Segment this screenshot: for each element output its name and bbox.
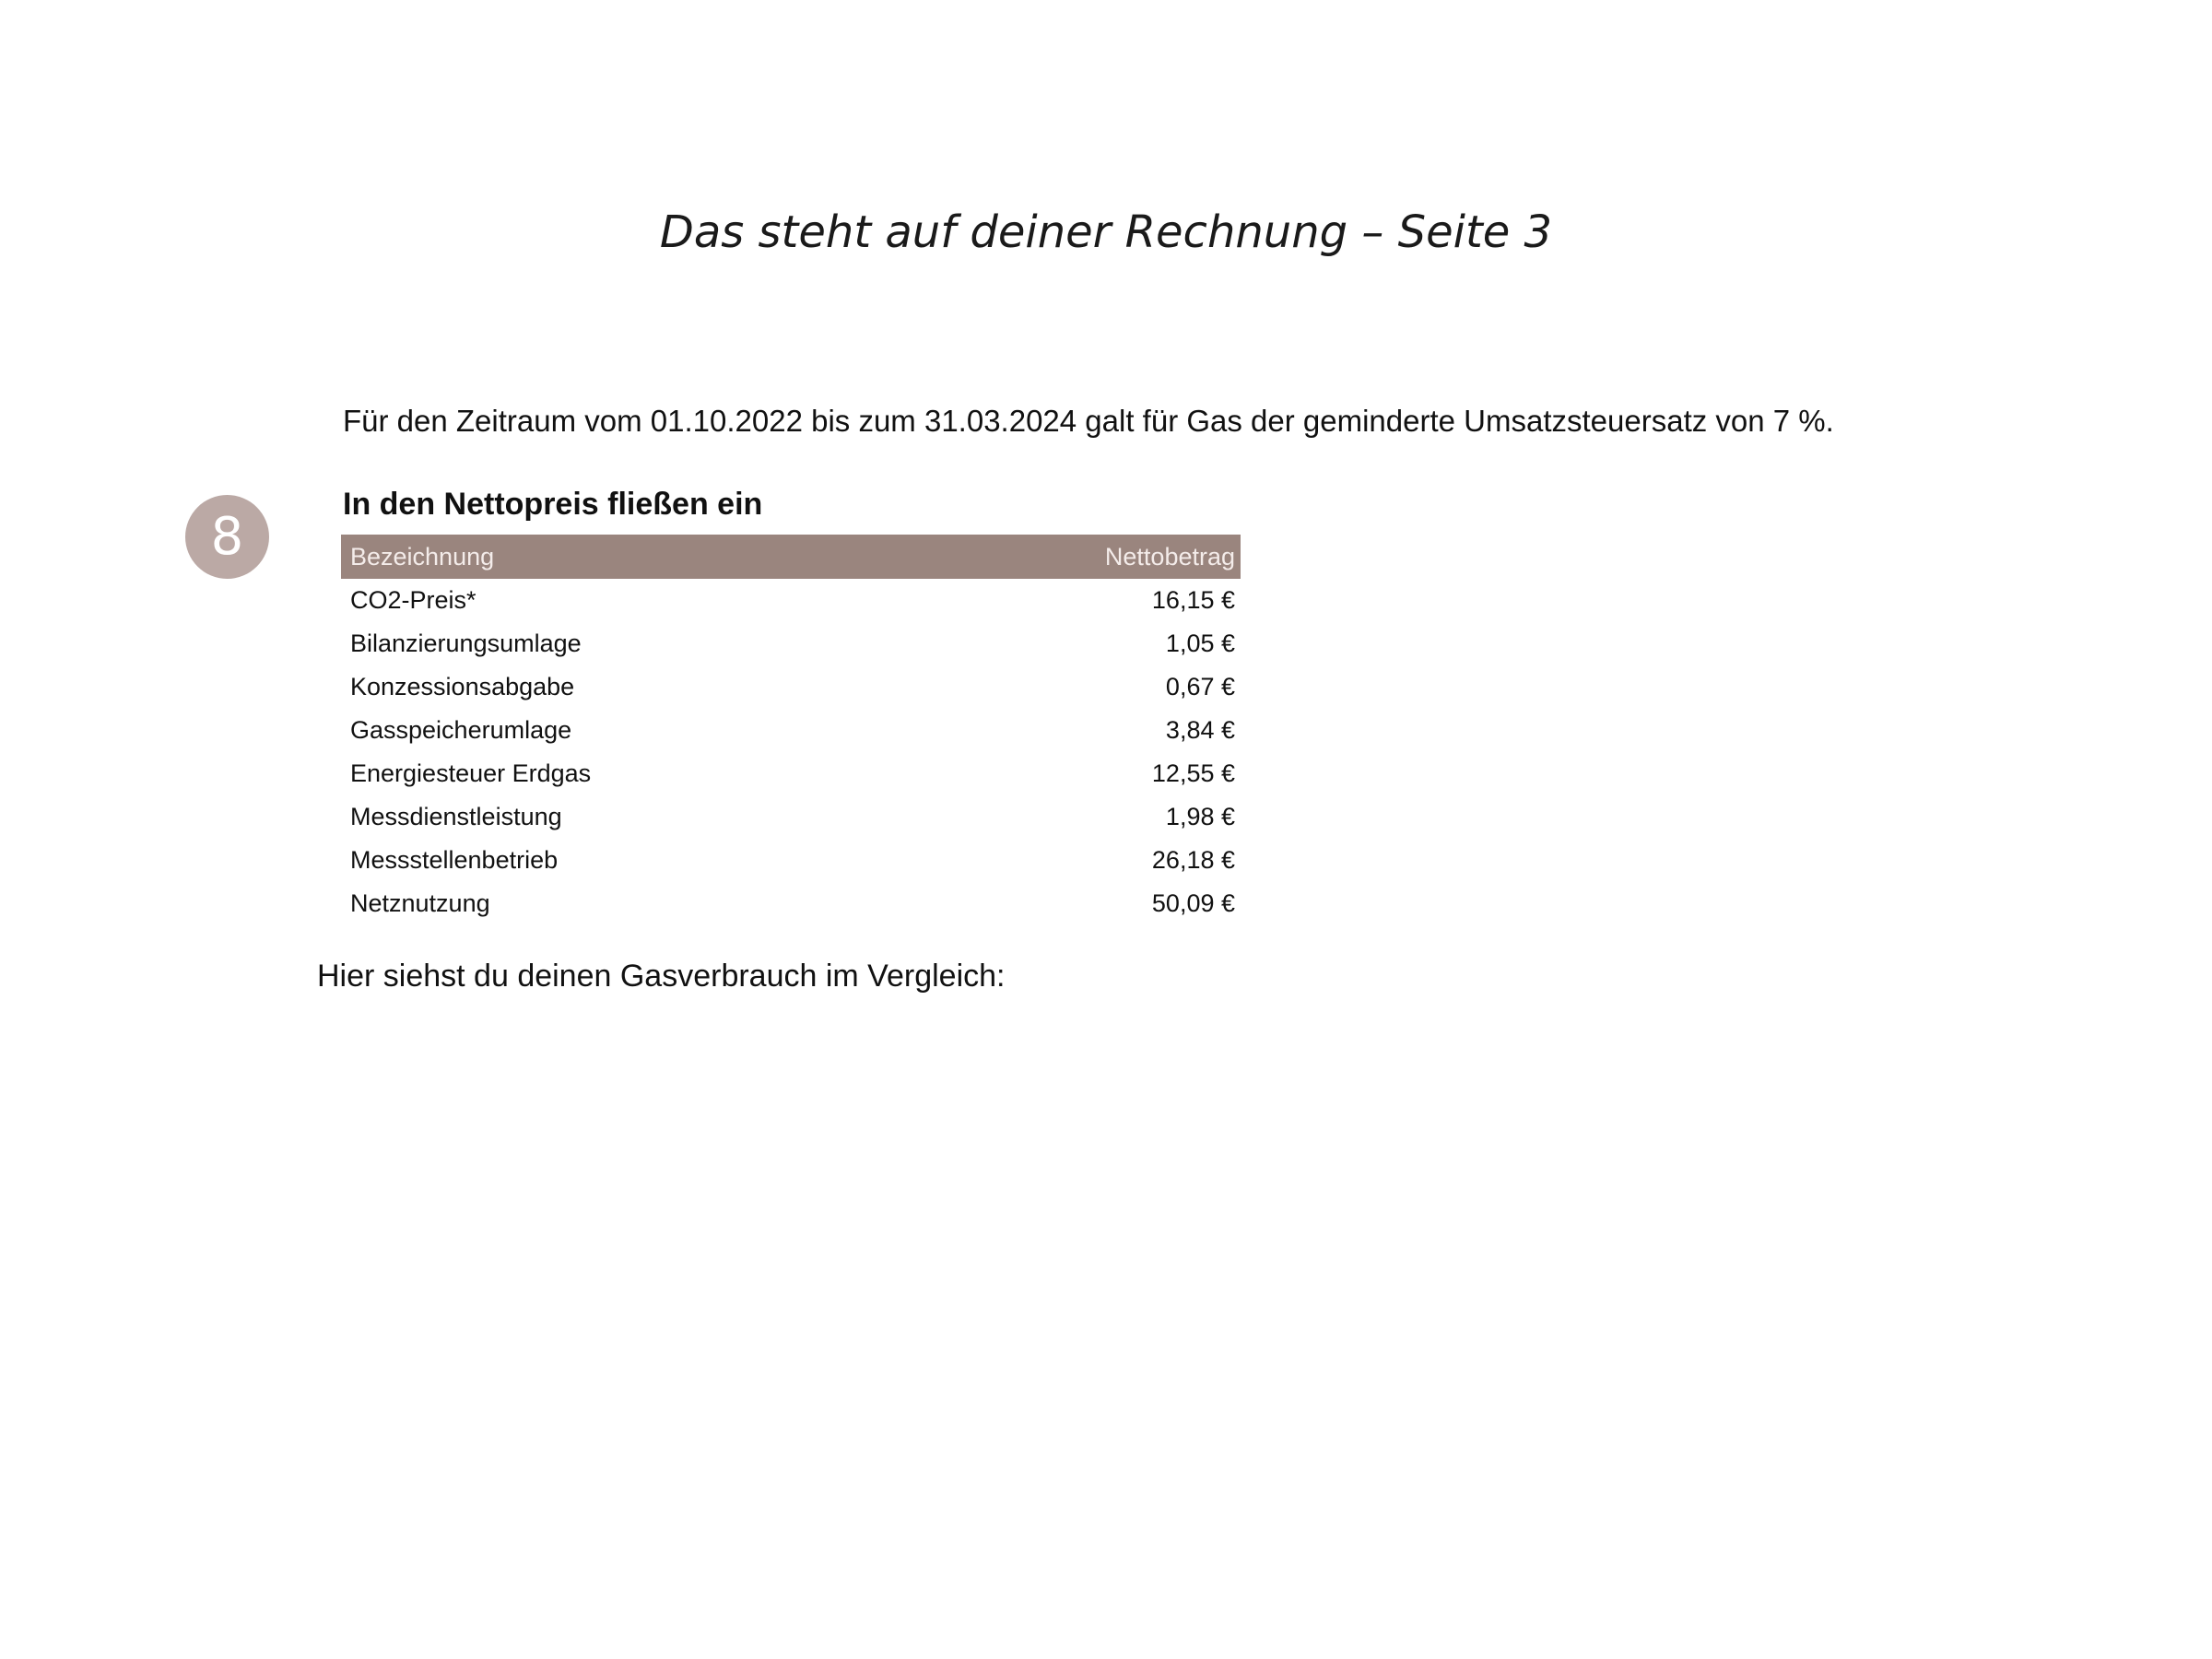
net-price-table <box>341 535 1241 925</box>
table-row <box>341 622 1241 665</box>
row-label: CO2-Preis* <box>350 586 477 614</box>
table-row <box>341 709 1241 752</box>
table-row <box>341 579 1241 622</box>
table-row <box>341 882 1241 925</box>
row-label: Konzessionsabgabe <box>350 673 575 700</box>
table-header-row <box>341 535 1241 579</box>
table-row <box>341 752 1241 795</box>
section-heading: In den Nettopreis fließen ein <box>343 487 763 522</box>
row-label: Netznutzung <box>350 889 490 917</box>
row-amount: 3,84 € <box>1165 716 1235 744</box>
row-label: Gasspeicherumlage <box>350 716 572 744</box>
row-label: Messdienstleistung <box>350 803 562 830</box>
row-label: Bilanzierungsumlage <box>350 629 582 657</box>
step-number-badge: 8 <box>185 495 269 579</box>
table-row <box>341 839 1241 882</box>
page-title: Das steht auf deiner Rechnung – Seite 3 <box>659 206 1553 258</box>
row-amount: 50,09 € <box>1151 889 1235 917</box>
column-header-name: Bezeichnung <box>341 535 881 579</box>
table-row <box>341 795 1241 839</box>
row-amount: 26,18 € <box>1151 846 1235 874</box>
row-amount: 1,05 € <box>1165 629 1235 657</box>
table-row <box>341 665 1241 709</box>
column-header-value: Nettobetrag <box>881 535 1241 579</box>
vat-notice-text: Für den Zeitraum vom 01.10.2022 bis zum 31.03.2024 galt für Gas der geminderte Umsatzsteuersatz von 7 %. <box>343 404 1834 438</box>
row-amount: 16,15 € <box>1151 586 1235 614</box>
row-label: Messstellenbetrieb <box>350 846 559 874</box>
row-amount: 1,98 € <box>1165 803 1235 830</box>
row-amount: 12,55 € <box>1151 759 1235 787</box>
consumption-comparison-text: Hier siehst du deinen Gasverbrauch im Vergleich: <box>317 959 1006 994</box>
row-amount: 0,67 € <box>1165 673 1235 700</box>
row-label: Energiesteuer Erdgas <box>350 759 592 787</box>
